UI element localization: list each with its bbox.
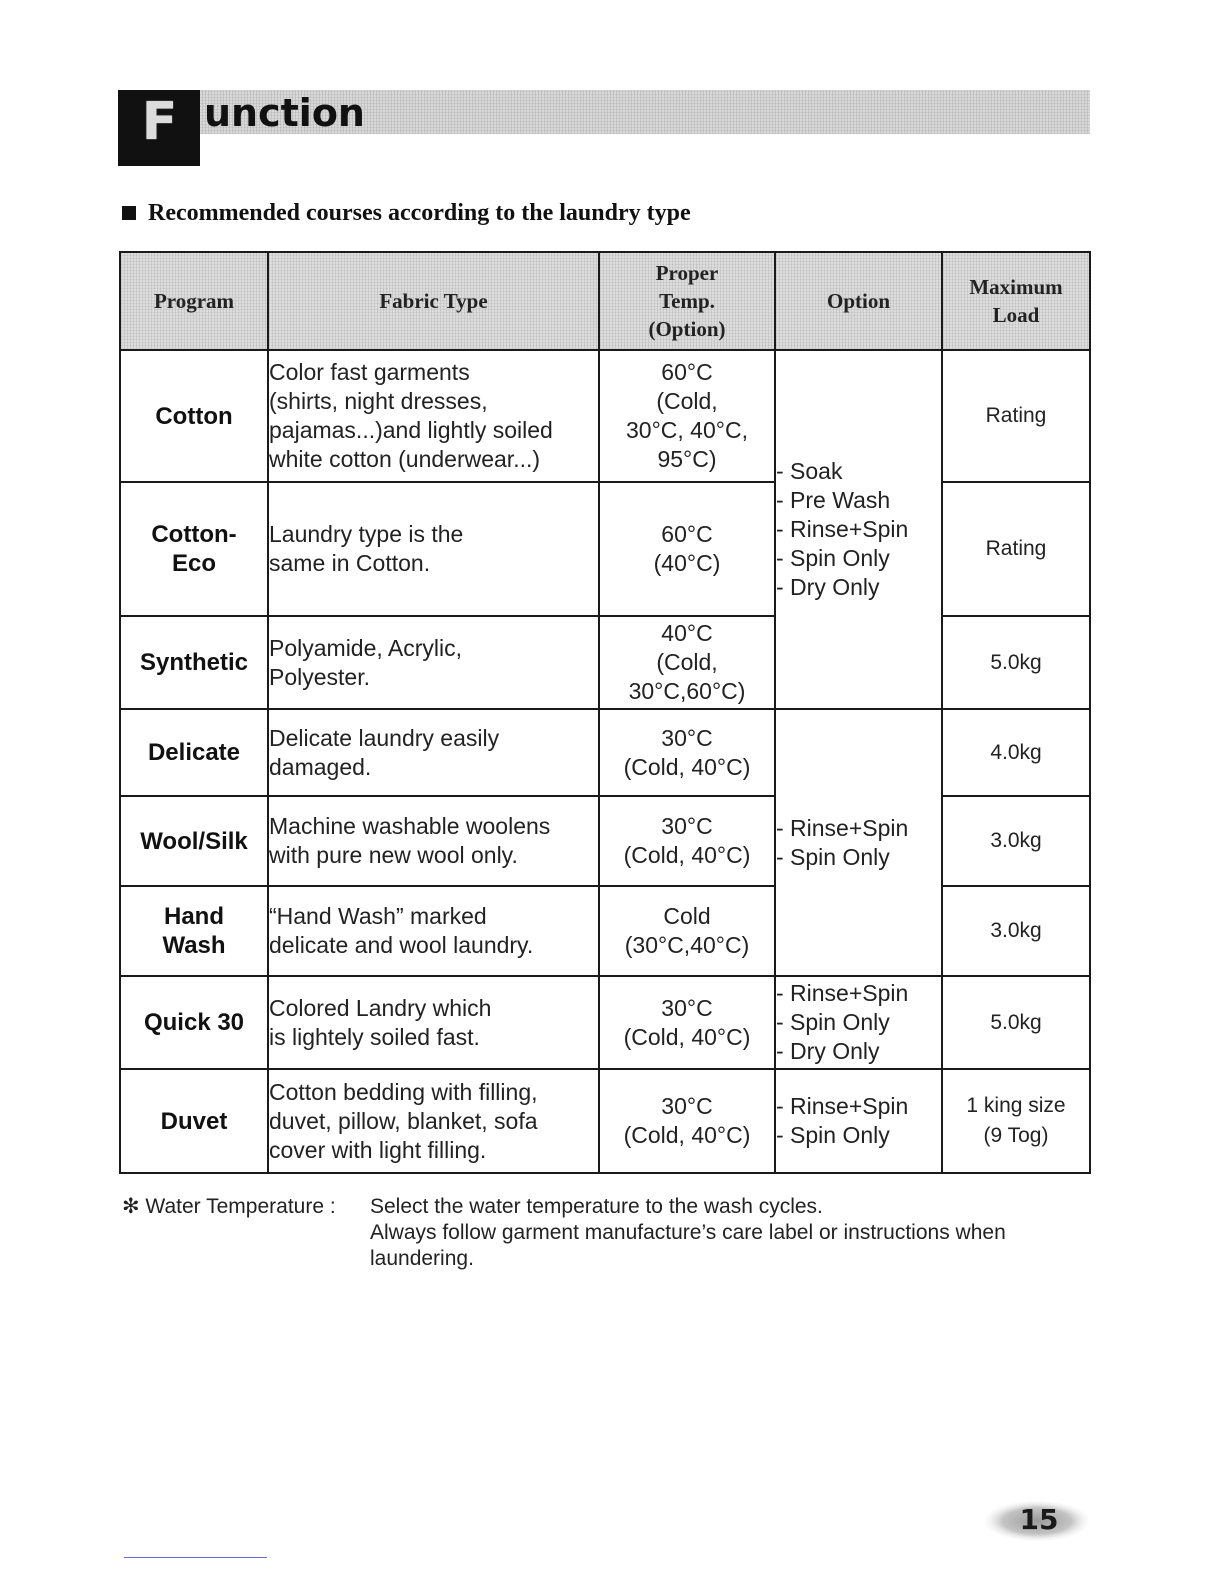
- load-cell: 1 king size (9 Tog): [942, 1069, 1090, 1173]
- table-row: [120, 709, 1090, 796]
- program-cell: Duvet: [120, 1069, 268, 1173]
- table-row: [120, 482, 1090, 616]
- option-cell: - Rinse+Spin - Spin Only: [775, 1069, 942, 1173]
- table-row: [120, 796, 1090, 886]
- note-text: [370, 1194, 1090, 1272]
- fabric-cell: Laundry type is the same in Cotton.: [268, 482, 599, 616]
- option-cell: - Rinse+Spin - Spin Only - Dry Only: [775, 976, 942, 1069]
- table-row: [120, 886, 1090, 976]
- note-label: ✻ Water Temperature :: [122, 1195, 336, 1218]
- table-row: [120, 616, 1090, 709]
- program-cell: Hand Wash: [120, 886, 268, 976]
- fabric-cell: Color fast garments (shirts, night dresses, pajamas...)and lightly soiled white cotton (underwear...): [268, 350, 599, 482]
- table-row: [120, 976, 1090, 1069]
- table-row: [120, 1069, 1090, 1173]
- temp-cell: 30°C (Cold, 40°C): [599, 1069, 775, 1173]
- fabric-cell: Cotton bedding with filling, duvet, pillow, blanket, sofa cover with light filling.: [268, 1069, 599, 1173]
- column-header-maximum-load: Maximum Load: [942, 252, 1090, 350]
- load-cell: 3.0kg: [942, 796, 1090, 886]
- load-cell: 5.0kg: [942, 976, 1090, 1069]
- load-cell: 3.0kg: [942, 886, 1090, 976]
- fabric-cell: Delicate laundry easily damaged.: [268, 709, 599, 796]
- square-bullet-icon: [122, 206, 136, 220]
- note-line-2: Always follow garment manufacture’s care label or instructions when laundering.: [370, 1221, 1006, 1270]
- program-cell: Cotton- Eco: [120, 482, 268, 616]
- page-number: 15: [1019, 1503, 1059, 1536]
- program-cell: Wool/Silk: [120, 796, 268, 886]
- option-cell: - Rinse+Spin - Spin Only: [775, 709, 942, 976]
- load-cell: Rating: [942, 482, 1090, 616]
- program-cell: Delicate: [120, 709, 268, 796]
- courses-table: [119, 251, 1091, 1174]
- fabric-cell: “Hand Wash” marked delicate and wool laundry.: [268, 886, 599, 976]
- note-line-1: Select the water temperature to the wash cycles.: [370, 1195, 823, 1218]
- temp-cell: 40°C (Cold, 30°C,60°C): [599, 616, 775, 709]
- fabric-cell: Machine washable woolens with pure new wool only.: [268, 796, 599, 886]
- program-cell: Quick 30: [120, 976, 268, 1069]
- program-cell: Synthetic: [120, 616, 268, 709]
- fabric-cell: Polyamide, Acrylic, Polyester.: [268, 616, 599, 709]
- subtitle: [122, 196, 691, 230]
- table-header-row: [120, 252, 1090, 350]
- load-cell: 5.0kg: [942, 616, 1090, 709]
- subtitle-text: Recommended courses according to the laundry type: [148, 200, 691, 226]
- temp-cell: 60°C (40°C): [599, 482, 775, 616]
- column-header-proper-temp: Proper Temp. (Option): [599, 252, 775, 350]
- temp-cell: Cold (30°C,40°C): [599, 886, 775, 976]
- column-header-option: Option: [775, 252, 942, 350]
- temp-cell: 30°C (Cold, 40°C): [599, 709, 775, 796]
- load-cell: Rating: [942, 350, 1090, 482]
- temp-cell: 30°C (Cold, 40°C): [599, 796, 775, 886]
- program-cell: Cotton: [120, 350, 268, 482]
- section-title: unction: [204, 91, 365, 135]
- column-header-program: Program: [120, 252, 268, 350]
- section-initial-box: [118, 90, 200, 166]
- temp-cell: 60°C (Cold, 30°C, 40°C, 95°C): [599, 350, 775, 482]
- option-cell: - Soak - Pre Wash - Rinse+Spin - Spin Only - Dry Only: [775, 350, 942, 709]
- temp-cell: 30°C (Cold, 40°C): [599, 976, 775, 1069]
- column-header-fabric-type: Fabric Type: [268, 252, 599, 350]
- section-initial-letter: F: [141, 92, 177, 152]
- load-cell: 4.0kg: [942, 709, 1090, 796]
- bottom-rule: [124, 1557, 267, 1558]
- table-row: [120, 350, 1090, 482]
- fabric-cell: Colored Landry which is lightely soiled fast.: [268, 976, 599, 1069]
